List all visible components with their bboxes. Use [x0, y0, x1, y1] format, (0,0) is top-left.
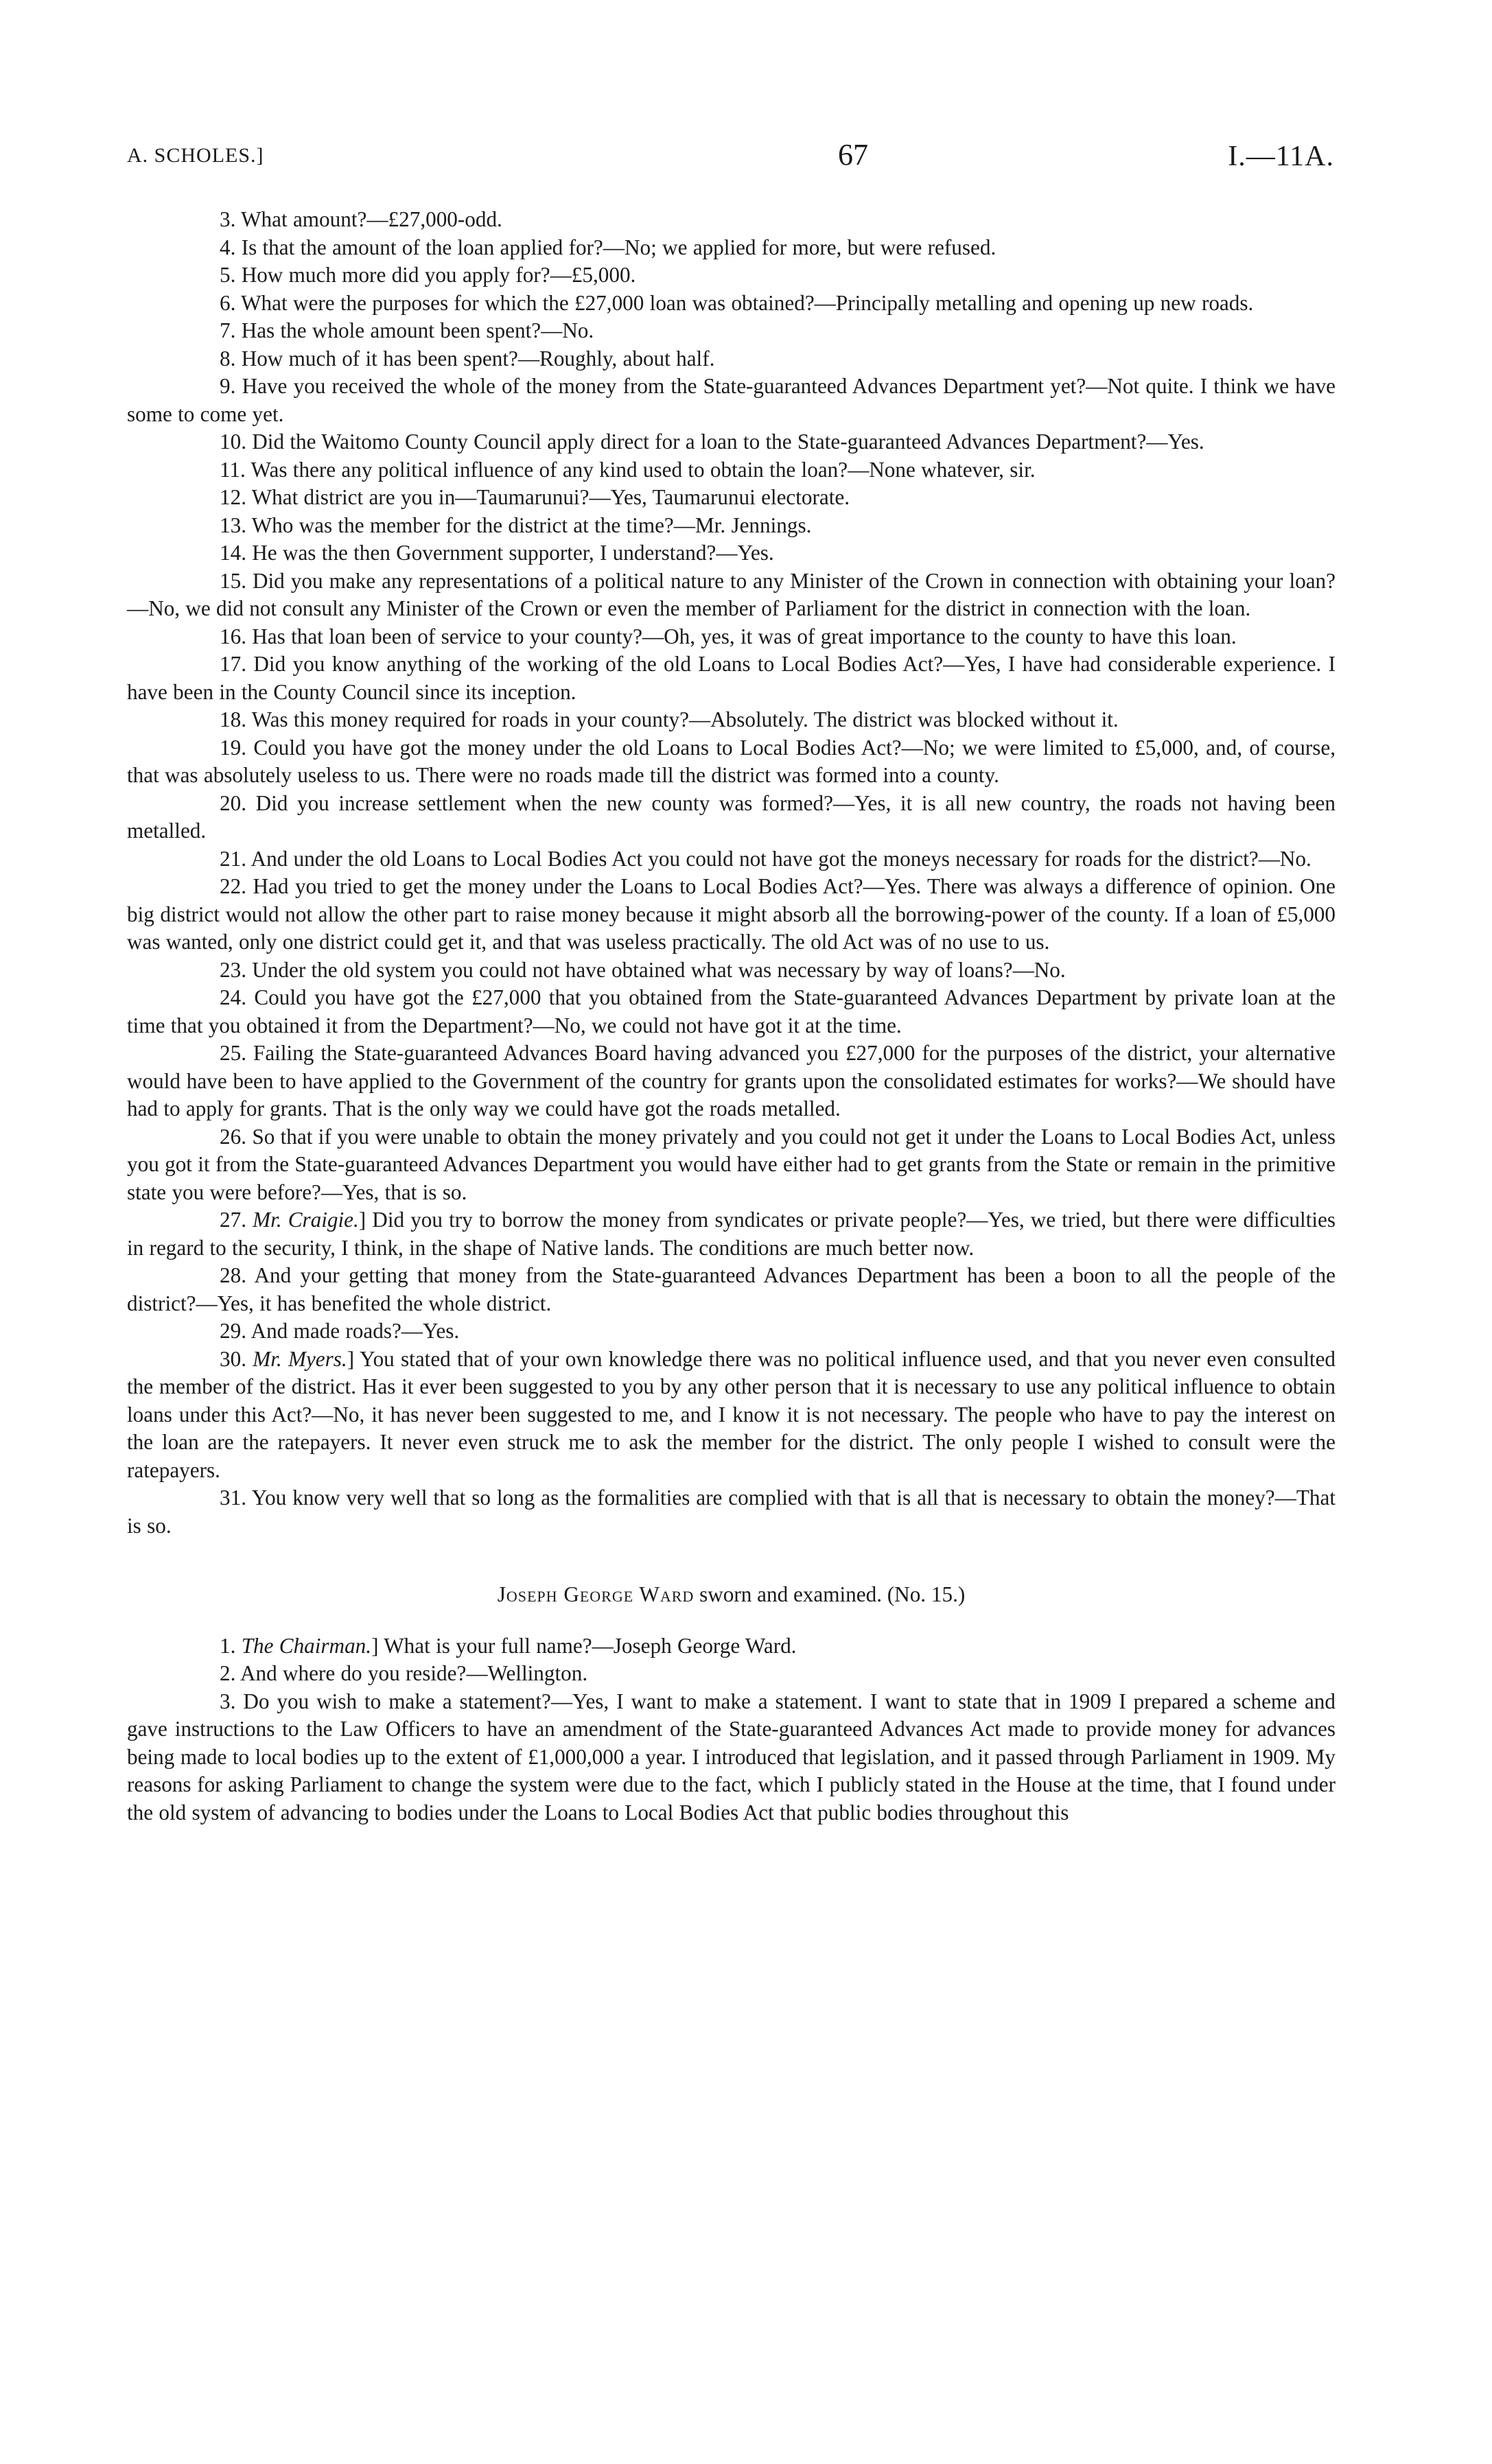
evidence-paragraph: 23. Under the old system you could not have obtained what was necessary by way of loans?—No.	[220, 957, 1066, 982]
witness-paragraph-2: 2. And where do you reside?—Wellington.	[220, 1661, 588, 1685]
evidence-paragraph: 29. And made roads?—Yes.	[220, 1319, 460, 1343]
evidence-paragraph: 11. Was there any political influence of any kind used to obtain the loan?—None whatever, sir.	[220, 457, 1036, 482]
paragraph-27: 27. Mr. Craigie.] Did you try to borrow the money from syndicates or private people?—Yes, we tried, but there were difficulties in regard to the security, I think, in the shape of Native lands. The conditions are much better now.	[127, 1208, 1336, 1260]
speaker-name: Mr. Myers.	[253, 1346, 347, 1371]
evidence-paragraph: 13. Who was the member for the district at the time?—Mr. Jennings.	[220, 513, 812, 537]
page-number: 67	[838, 138, 868, 172]
evidence-paragraphs-a	[127, 206, 1336, 1206]
evidence-paragraph: 8. How much of it has been spent?—Roughly, about half.	[220, 346, 715, 371]
evidence-paragraph: 3. What amount?—£27,000-odd.	[220, 207, 502, 231]
evidence-paragraph: 17. Did you know anything of the working of the old Loans to Local Bodies Act?—Yes, I have had considerable experience. I have been in the County Council since its inception.	[127, 652, 1336, 704]
page-header	[127, 137, 1334, 178]
evidence-paragraph: 25. Failing the State-guaranteed Advances Board having advanced you £27,000 for the purposes of the district, your alternative would have been to have applied to the Government of the country for grants upon the consolidated estimates for works?—We should have had to apply for grants. That is the only way we could have got the roads metalled.	[127, 1041, 1336, 1120]
witness-name: Joseph George Ward	[497, 1582, 695, 1606]
evidence-paragraph: 16. Has that loan been of service to your county?—Oh, yes, it was of great importance to the county to have this loan.	[220, 624, 1237, 648]
evidence-paragraph: 22. Had you tried to get the money under the Loans to Local Bodies Act?—Yes. There was always a difference of opinion. One big district would not allow the other part to raise money because it might absorb all the borrowing-power of the county. If a loan of £5,000 was wanted, only one district could get it, and that was useless practically. The old Act was of no use to us.	[127, 874, 1336, 954]
evidence-paragraph: 5. How much more did you apply for?—£5,000.	[220, 263, 636, 287]
evidence-paragraph: 6. What were the purposes for which the £27,000 loan was obtained?—Principally metalling and opening up new roads.	[220, 290, 1254, 315]
running-head-left: A. SCHOLES.]	[127, 144, 264, 167]
witness-paragraph-1: 1. The Chairman.] What is your full name?—Joseph George Ward.	[220, 1633, 797, 1658]
speaker-name: Mr. Craigie.	[253, 1208, 359, 1232]
section-heading: Joseph George Ward sworn and examined. (No. 15.)	[497, 1582, 966, 1606]
evidence-paragraph: 28. And your getting that money from the State-guaranteed Advances Department has been a boon to all the people of the district?—Yes, it has benefited the whole district.	[127, 1263, 1336, 1315]
evidence-paragraph: 26. So that if you were unable to obtain the money privately and you could not get it under the Loans to Local Bodies Act, unless you got it from the State-guaranteed Advances Department you would have either had to get grants from the State or remain in the primitive state you were before?—Yes, that is so.	[127, 1124, 1336, 1204]
evidence-paragraph: 9. Have you received the whole of the money from the State-guaranteed Advances Department yet?—Not quite. I think we have some to come yet.	[127, 374, 1336, 426]
evidence-paragraph: 21. And under the old Loans to Local Bodies Act you could not have got the moneys necessary for roads for the district?—No.	[220, 846, 1312, 871]
evidence-paragraph: 24. Could you have got the £27,000 that you obtained from the State-guaranteed Advances Department by private loan at the time that you obtained it from the Department?—No, we could not have got it at the time.	[127, 985, 1336, 1037]
evidence-paragraphs-b	[127, 1262, 1336, 1346]
evidence-paragraph: 4. Is that the amount of the loan applied for?—No; we applied for more, but were refused.	[220, 235, 996, 259]
speaker-name: The Chairman.	[241, 1633, 372, 1658]
evidence-paragraph: 14. He was the then Government supporter, I understand?—Yes.	[220, 541, 774, 565]
witness-paragraph-3: 3. Do you wish to make a statement?—Yes, I want to make a statement. I want to state that in 1909 I prepared a scheme and gave instructions to the Law Officers to have an amendment of the State-guaranteed Advances Act made to provide money for advances being made to local bodies up to the extent of £1,000,000 a year. I introduced that legislation, and it passed through Parliament in 1909. My reasons for asking Parliament to change the system were due to the fact, which I publicly stated in the House at the time, that I found under the old system of advancing to bodies under the Loans to Local Bodies Act that public bodies throughout this	[127, 1689, 1336, 1824]
running-head-right: I.—11A.	[1228, 141, 1334, 172]
paragraph-30: 30. Mr. Myers.] You stated that of your own knowledge there was no political influence used, and that you never even consulted the member of the district. Has it ever been suggested to you by any other person that it is necessary to use any political influence to obtain loans under this Act?—No, it has never been suggested to me, and I know it is not necessary. The people who have to pay the interest on the loan are the ratepayers. It never even struck me to ask the member for the district. The only people I wished to consult were the ratepayers.	[127, 1346, 1336, 1482]
paragraph-31: 31. You know very well that so long as the formalities are complied with that is all that is necessary to obtain the money?—That is so.	[127, 1486, 1336, 1538]
evidence-paragraph: 10. Did the Waitomo County Council apply direct for a loan to the State-guaranteed Advances Department?—Yes.	[220, 430, 1204, 454]
evidence-paragraph: 7. Has the whole amount been spent?—No.	[220, 318, 594, 342]
document-body	[127, 206, 1336, 1827]
evidence-paragraph: 19. Could you have got the money under the old Loans to Local Bodies Act?—No; we were limited to £5,000, and, of course, that was absolutely useless to us. There were no roads made till the district was formed into a county.	[127, 735, 1336, 787]
evidence-paragraph: 12. What district are you in—Taumarunui?—Yes, Taumarunui electorate.	[220, 485, 850, 509]
evidence-paragraph: 15. Did you make any representations of a political nature to any Minister of the Crown in connection with obtaining your loan?—No, we did not consult any Minister of the Crown or even the member of Parliament for the district in connection with the loan.	[127, 568, 1336, 620]
evidence-paragraph: 18. Was this money required for roads in your county?—Absolutely. The district was blocked without it.	[220, 707, 1119, 731]
evidence-paragraph: 20. Did you increase settlement when the new county was formed?—Yes, it is all new country, the roads not having been metalled.	[127, 790, 1336, 843]
